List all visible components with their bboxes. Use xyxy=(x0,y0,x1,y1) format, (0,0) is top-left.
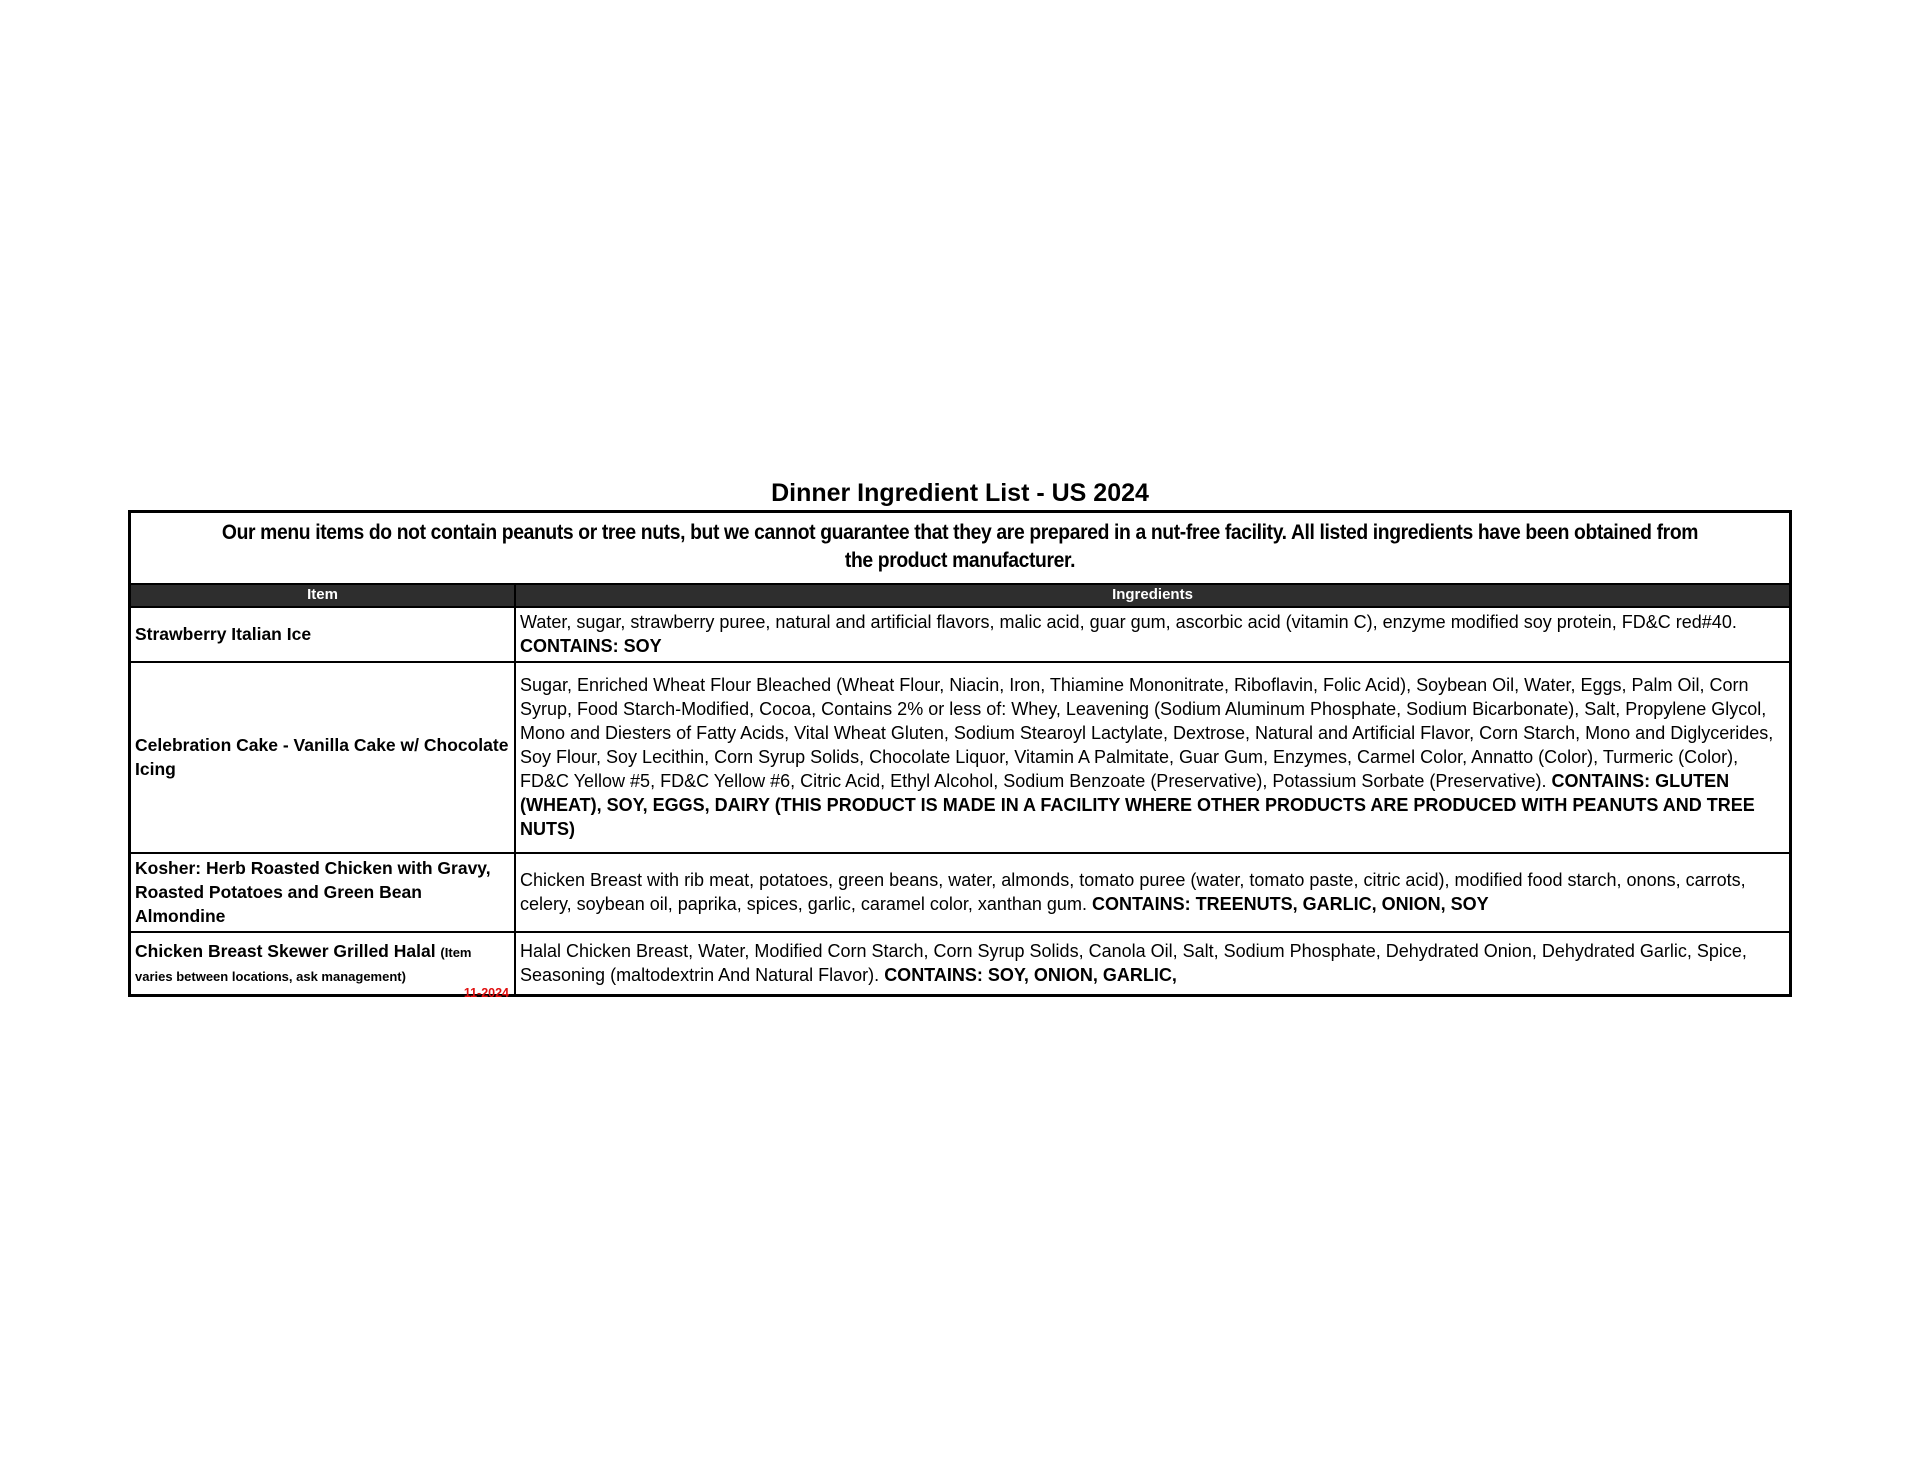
ingredients-cell xyxy=(515,607,1789,662)
item-name: Celebration Cake - Vanilla Cake w/ Chocolate Icing xyxy=(135,735,509,779)
column-header-ingredients: Ingredients xyxy=(515,584,1789,607)
item-cell xyxy=(131,662,515,853)
item-name: Kosher: Herb Roasted Chicken with Gravy, Roasted Potatoes and Green Bean Almondine xyxy=(135,858,491,926)
table-header-row xyxy=(131,584,1789,607)
column-header-item: Item xyxy=(131,584,515,607)
table-row xyxy=(131,662,1789,853)
ingredients-cell xyxy=(515,662,1789,853)
ingredients-cell xyxy=(515,853,1789,932)
table-row xyxy=(131,853,1789,932)
ingredients-text: Water, sugar, strawberry puree, natural and artificial flavors, malic acid, guar gum, ascorbic acid (vitamin C), enzyme modified soy protein, FD&C red#40. xyxy=(520,612,1737,632)
allergen-statement: CONTAINS: SOY xyxy=(520,636,662,656)
ingredients-text: Halal Chicken Breast, Water, Modified Corn Starch, Corn Syrup Solids, Canola Oil, Salt, Sodium Phosphate, Dehydrated Onion, Dehydrated Garlic, Spice, Seasoning (maltodextrin And Natural Flavor). xyxy=(520,941,1747,985)
ingredients-cell xyxy=(515,932,1789,994)
ingredients-text: Sugar, Enriched Wheat Flour Bleached (Wheat Flour, Niacin, Iron, Thiamine Mononitrate, Riboflavin, Folic Acid), Soybean Oil, Water, Eggs, Palm Oil, Corn Syrup, Food Starch-Modified, Cocoa, Contains 2% or less of: Whey, Leavening (Sodium Aluminum Phosphate, Sodium Bicarbonate), Salt, Propylene Glycol, Mono and Diesters of Fatty Acids, Vital Wheat Gluten, Sodium Stearoyl Lactylate, Dextrose, Natural and Artificial Flavor, Corn Starch, Mono and Diglycerides, Soy Flour, Soy Lecithin, Corn Syrup Solids, Chocolate Liquor, Vitamin A Palmitate, Guar Gum, Enzymes, Carmel Color, Annatto (Color), Turmeric (Color), FD&C Yellow #5, FD&C Yellow #6, Citric Acid, Ethyl Alcohol, Sodium Benzoate (Preservative), Potassium Sorbate (Preservative). xyxy=(520,675,1774,791)
allergen-statement: CONTAINS: TREENUTS, GARLIC, ONION, SOY xyxy=(1091,894,1489,914)
ingredient-table xyxy=(131,583,1789,994)
revision-date-stamp: 11-2024 xyxy=(463,986,509,1000)
document-title: Dinner Ingredient List - US 2024 xyxy=(771,479,1149,507)
item-note: (Item varies between locations, ask management) xyxy=(135,945,472,984)
item-name: Strawberry Italian Ice xyxy=(135,624,312,644)
allergen-statement: CONTAINS: GLUTEN (WHEAT), SOY, EGGS, DAIRY (THIS PRODUCT IS MADE IN A FACILITY WHERE OTHER PRODUCTS ARE PRODUCED WITH PEANUTS AND TREE NUTS) xyxy=(520,771,1755,839)
ingredient-sheet xyxy=(128,510,1792,997)
item-cell xyxy=(131,853,515,932)
allergen-statement: CONTAINS: SOY, ONION, GARLIC, xyxy=(884,965,1177,985)
table-row xyxy=(131,607,1789,662)
ingredients-text: Chicken Breast with rib meat, potatoes, green beans, water, almonds, tomato puree (water, tomato paste, citric acid), modified food starch, onons, carrots, celery, soybean oil, paprika, spices, garlic, caramel color, xanthan gum. xyxy=(520,870,1746,914)
allergy-notice: Our menu items do not contain peanuts or tree nuts, but we cannot guarantee that they are prepared in a nut-free facility. All listed ingredients have been obtained from the product manufacturer. xyxy=(221,521,1699,572)
item-name: Chicken Breast Skewer Grilled Halal xyxy=(135,941,441,961)
item-cell xyxy=(131,607,515,662)
